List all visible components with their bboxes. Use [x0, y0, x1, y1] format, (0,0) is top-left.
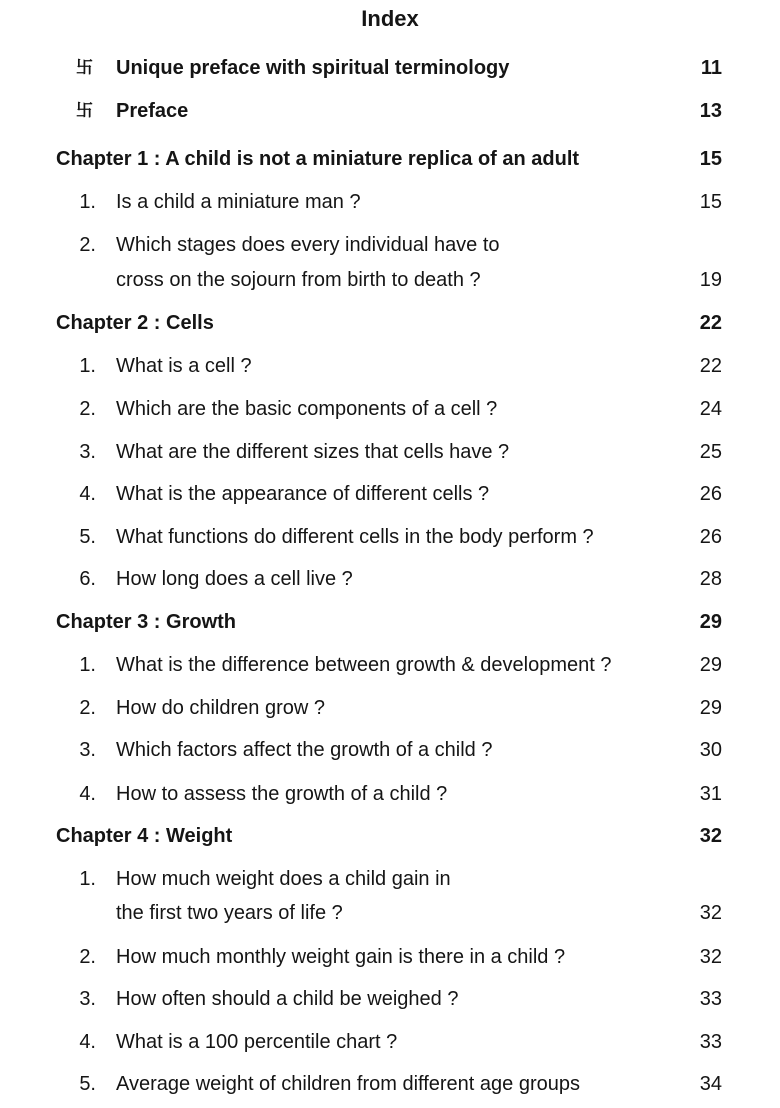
chapter-page: 29	[699, 611, 722, 633]
item-page: 32	[699, 902, 722, 924]
item-number: 3.	[79, 988, 96, 1010]
swastika-icon: 卐	[76, 58, 93, 77]
item-page: 22	[699, 355, 722, 377]
item-number: 3.	[79, 441, 96, 463]
chapter-page: 32	[699, 825, 722, 847]
item-page: 29	[699, 654, 722, 676]
item-text: What is a 100 percentile chart ?	[116, 1031, 398, 1053]
item-text: Which stages does every individual have to	[116, 234, 500, 256]
item-text: How long does a cell live ?	[116, 568, 353, 590]
item-number: 5.	[79, 526, 96, 548]
item-number: 1.	[79, 654, 96, 676]
item-page: 29	[699, 697, 722, 719]
chapter-title: Chapter 1 : A child is not a miniature replica of an adult	[56, 148, 580, 170]
item-text: cross on the sojourn from birth to death ?	[116, 269, 481, 291]
item-page: 15	[699, 191, 722, 213]
item-page: 31	[699, 783, 722, 805]
item-text: Average weight of children from different age groups	[116, 1073, 580, 1095]
item-page: 30	[699, 739, 722, 761]
entry-title: Unique preface with spiritual terminology	[116, 57, 510, 79]
item-text: Which are the basic components of a cell ?	[116, 398, 498, 420]
item-number: 4.	[79, 1031, 96, 1053]
chapter-page: 15	[699, 148, 722, 170]
item-text: What is the difference between growth & development ?	[116, 654, 612, 676]
chapter-page: 22	[699, 312, 722, 334]
item-page: 25	[699, 441, 722, 463]
entry-page: 11	[700, 57, 722, 79]
page-title: Index	[361, 6, 419, 31]
item-number: 2.	[79, 946, 96, 968]
item-number: 1.	[79, 191, 96, 213]
item-text: What are the different sizes that cells have ?	[116, 441, 510, 463]
item-page: 26	[699, 483, 722, 505]
item-text: How to assess the growth of a child ?	[116, 783, 448, 805]
item-page: 26	[699, 526, 722, 548]
item-page: 28	[699, 568, 722, 590]
item-number: 2.	[79, 398, 96, 420]
item-text: How much weight does a child gain in	[116, 868, 451, 890]
item-text: Is a child a miniature man ?	[116, 191, 361, 213]
item-number: 3.	[79, 739, 96, 761]
swastika-icon: 卐	[76, 101, 93, 120]
item-number: 4.	[79, 783, 96, 805]
item-page: 33	[699, 988, 722, 1010]
item-text: What is the appearance of different cells ?	[116, 483, 490, 505]
item-number: 4.	[79, 483, 96, 505]
item-page: 33	[699, 1031, 722, 1053]
entry-title: Preface	[116, 100, 189, 122]
item-page: 24	[699, 398, 722, 420]
item-text: How often should a child be weighed ?	[116, 988, 459, 1010]
chapter-title: Chapter 3 : Growth	[56, 611, 237, 633]
item-number: 1.	[79, 355, 96, 377]
item-number: 6.	[79, 568, 96, 590]
item-text: the first two years of life ?	[116, 902, 343, 924]
item-number: 1.	[79, 868, 96, 890]
item-text: What is a cell ?	[116, 355, 252, 377]
item-text: Which factors affect the growth of a child ?	[116, 739, 493, 761]
chapter-title: Chapter 2 : Cells	[56, 312, 214, 334]
item-number: 5.	[79, 1073, 96, 1095]
item-text: How much monthly weight gain is there in a child ?	[116, 946, 566, 968]
item-page: 19	[699, 269, 722, 291]
item-number: 2.	[79, 234, 96, 256]
item-number: 2.	[79, 697, 96, 719]
item-text: How do children grow ?	[116, 697, 325, 719]
chapter-title: Chapter 4 : Weight	[56, 825, 233, 847]
item-page: 32	[699, 946, 722, 968]
entry-page: 13	[699, 100, 722, 122]
item-text: What functions do different cells in the body perform ?	[116, 526, 594, 548]
item-page: 34	[699, 1073, 722, 1095]
